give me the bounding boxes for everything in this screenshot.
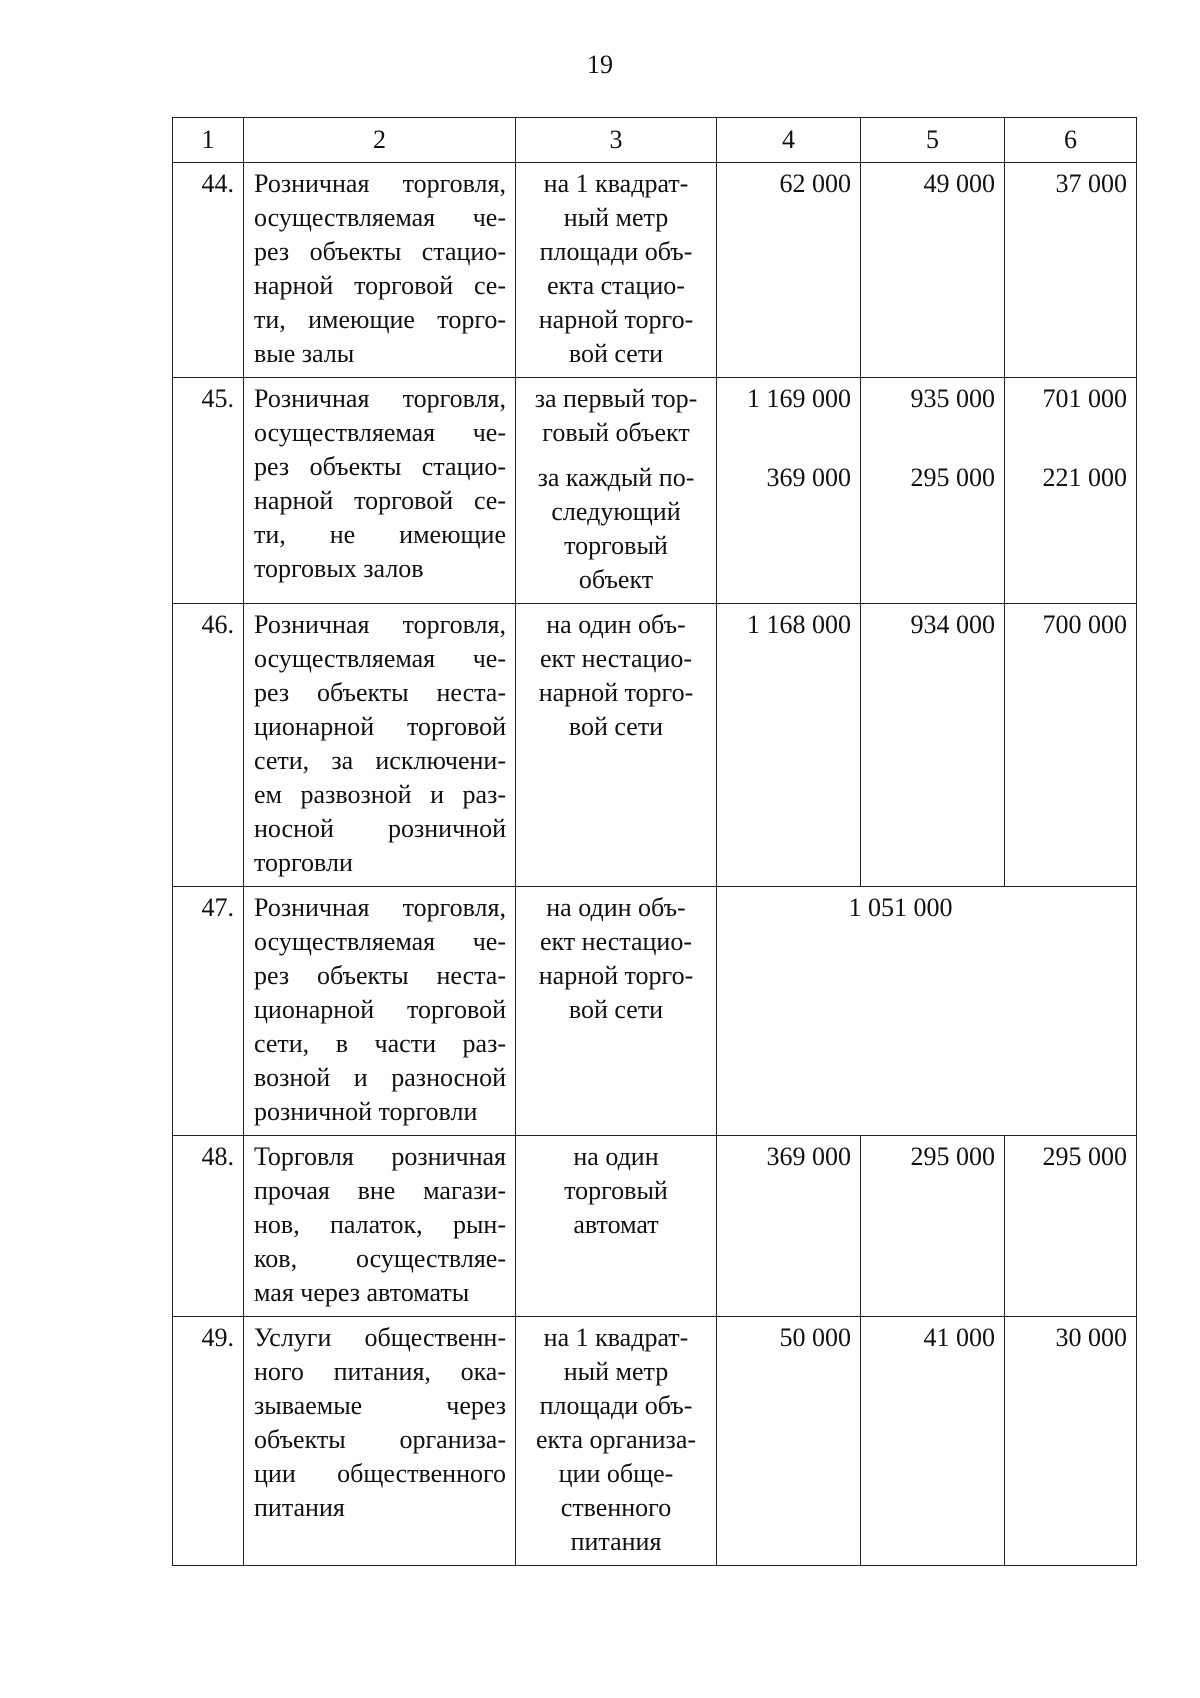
desc-line: осуществляемая че- (254, 203, 506, 232)
value-first-object: 701 000 (1042, 384, 1127, 413)
desc-line: ем развозной и раз- (254, 780, 506, 809)
unit-line: на один объ- (546, 610, 686, 639)
header-cell-2: 2 (244, 118, 516, 163)
desc-line: сети, за исключени- (254, 746, 506, 775)
tariff-table (172, 117, 1137, 1566)
desc-line: прочая вне магази- (254, 1176, 506, 1205)
unit-line: на 1 квадрат- (543, 1323, 689, 1352)
desc-line: ционарной торговой (254, 712, 506, 741)
header-cell-4: 4 (717, 118, 861, 163)
desc-line: ти, не имеющие (254, 520, 506, 549)
desc-line: вые залы (254, 339, 355, 368)
desc-line: питания (254, 1493, 345, 1522)
unit-of-measure (516, 887, 717, 1136)
desc-line: рез объекты стацио- (254, 237, 506, 266)
row-number: 49. (173, 1317, 244, 1566)
desc-line: ции общественного (254, 1459, 506, 1488)
header-cell-6: 6 (1005, 118, 1137, 163)
desc-line: осуществляемая че- (254, 644, 506, 673)
desc-line: объекты организа- (254, 1425, 506, 1454)
unit-line: за каждый по- (537, 463, 695, 492)
unit-line: нарной торго- (538, 961, 694, 990)
activity-description (244, 887, 516, 1136)
value-each-next-object: 295 000 (910, 463, 995, 492)
table-row (173, 604, 1137, 887)
value-col-4: 50 000 (717, 1317, 861, 1566)
row-number: 45. (173, 378, 244, 604)
unit-line: нарной торго- (538, 305, 694, 334)
desc-line: нарной торговой се- (254, 486, 506, 515)
header-row (173, 118, 1137, 163)
desc-line: сети, в части раз- (254, 1029, 506, 1058)
activity-description (244, 1136, 516, 1317)
unit-line: говый объект (542, 418, 690, 447)
unit-line: площади объ- (539, 237, 693, 266)
activity-description (244, 378, 516, 604)
desc-line: Торговля розничная (254, 1142, 506, 1171)
value-col-5: 295 000 (861, 1136, 1005, 1317)
unit-line: объект (578, 565, 654, 594)
desc-line: нов, палаток, рын- (254, 1210, 506, 1239)
table-row (173, 887, 1137, 1136)
value-col-6: 37 000 (1005, 163, 1137, 378)
value-col-6: 295 000 (1005, 1136, 1137, 1317)
desc-line: мая через автоматы (254, 1278, 470, 1307)
unit-line: вой сети (568, 712, 664, 741)
desc-line: Розничная торговля, (254, 169, 506, 198)
desc-line: осуществляемая че- (254, 927, 506, 956)
header-cell-3: 3 (516, 118, 717, 163)
unit-line: на один объ- (546, 893, 686, 922)
unit-line: ственного (560, 1493, 672, 1522)
value-merged-cols-4-6: 1 051 000 (717, 887, 1137, 1136)
desc-line: ти, имеющие торго- (254, 305, 506, 334)
value-col-5: 49 000 (861, 163, 1005, 378)
desc-line: Розничная торговля, (254, 384, 506, 413)
activity-description (244, 1317, 516, 1566)
unit-line: вой сети (568, 995, 664, 1024)
unit-line: за первый тор- (534, 384, 698, 413)
desc-line: розничной торговли (254, 1097, 478, 1126)
unit-line: торговый (564, 531, 668, 560)
table-row (173, 378, 1137, 604)
desc-line: рез объекты неста- (254, 961, 506, 990)
unit-line: на один (573, 1142, 659, 1171)
desc-line: рез объекты неста- (254, 678, 506, 707)
value-col-4: 369 000 (717, 1136, 861, 1317)
page-number: 19 (587, 50, 613, 79)
value-col-6 (1005, 378, 1137, 604)
desc-line: торговли (254, 848, 353, 877)
row-number: 46. (173, 604, 244, 887)
value-each-next-object: 369 000 (766, 463, 851, 492)
desc-line: осуществляемая че- (254, 418, 506, 447)
desc-line: рез объекты стацио- (254, 452, 506, 481)
value-col-5 (861, 378, 1005, 604)
value-col-5: 41 000 (861, 1317, 1005, 1566)
activity-description (244, 163, 516, 378)
unit-line: питания (570, 1527, 662, 1556)
unit-line: нарной торго- (538, 678, 694, 707)
activity-description (244, 604, 516, 887)
unit-of-measure (516, 163, 717, 378)
unit-line: вой сети (568, 339, 664, 368)
unit-line: екта стацио- (547, 271, 685, 300)
desc-line: зываемые через (254, 1391, 506, 1420)
desc-line: торговых залов (254, 554, 424, 583)
unit-line: на 1 квадрат- (543, 169, 689, 198)
value-col-4: 1 168 000 (717, 604, 861, 887)
desc-line: возной и разносной (254, 1063, 506, 1092)
row-number: 44. (173, 163, 244, 378)
unit-of-measure (516, 378, 717, 604)
value-col-5: 934 000 (861, 604, 1005, 887)
desc-line: ков, осуществляе- (254, 1244, 506, 1273)
desc-line: Розничная торговля, (254, 610, 506, 639)
desc-line: Услуги общественн- (254, 1323, 506, 1352)
unit-line: автомат (573, 1210, 659, 1239)
unit-line: ект нестацио- (539, 927, 693, 956)
desc-line: нарной торговой се- (254, 271, 506, 300)
desc-line: ного питания, ока- (254, 1357, 506, 1386)
value-col-4 (717, 378, 861, 604)
unit-line: ный метр (563, 203, 669, 232)
unit-line: ект нестацио- (539, 644, 693, 673)
desc-line: Розничная торговля, (254, 893, 506, 922)
value-first-object: 935 000 (910, 384, 995, 413)
unit-line: следующий (551, 497, 681, 526)
unit-of-measure (516, 604, 717, 887)
unit-line: торговый (564, 1176, 668, 1205)
table-row (173, 1317, 1137, 1566)
unit-line: екта организа- (535, 1425, 697, 1454)
value-col-6: 30 000 (1005, 1317, 1137, 1566)
unit-line: площади объ- (539, 1391, 693, 1420)
unit-line: ный метр (563, 1357, 669, 1386)
value-each-next-object: 221 000 (1042, 463, 1127, 492)
table-row (173, 1136, 1137, 1317)
unit-of-measure (516, 1317, 717, 1566)
header-cell-5: 5 (861, 118, 1005, 163)
value-col-4: 62 000 (717, 163, 861, 378)
value-col-6: 700 000 (1005, 604, 1137, 887)
desc-line: ционарной торговой (254, 995, 506, 1024)
unit-of-measure (516, 1136, 717, 1317)
value-first-object: 1 169 000 (747, 384, 851, 413)
header-cell-1: 1 (173, 118, 244, 163)
desc-line: носной розничной (254, 814, 506, 843)
row-number: 48. (173, 1136, 244, 1317)
row-number: 47. (173, 887, 244, 1136)
table-row (173, 163, 1137, 378)
unit-line: ции обще- (558, 1459, 674, 1488)
